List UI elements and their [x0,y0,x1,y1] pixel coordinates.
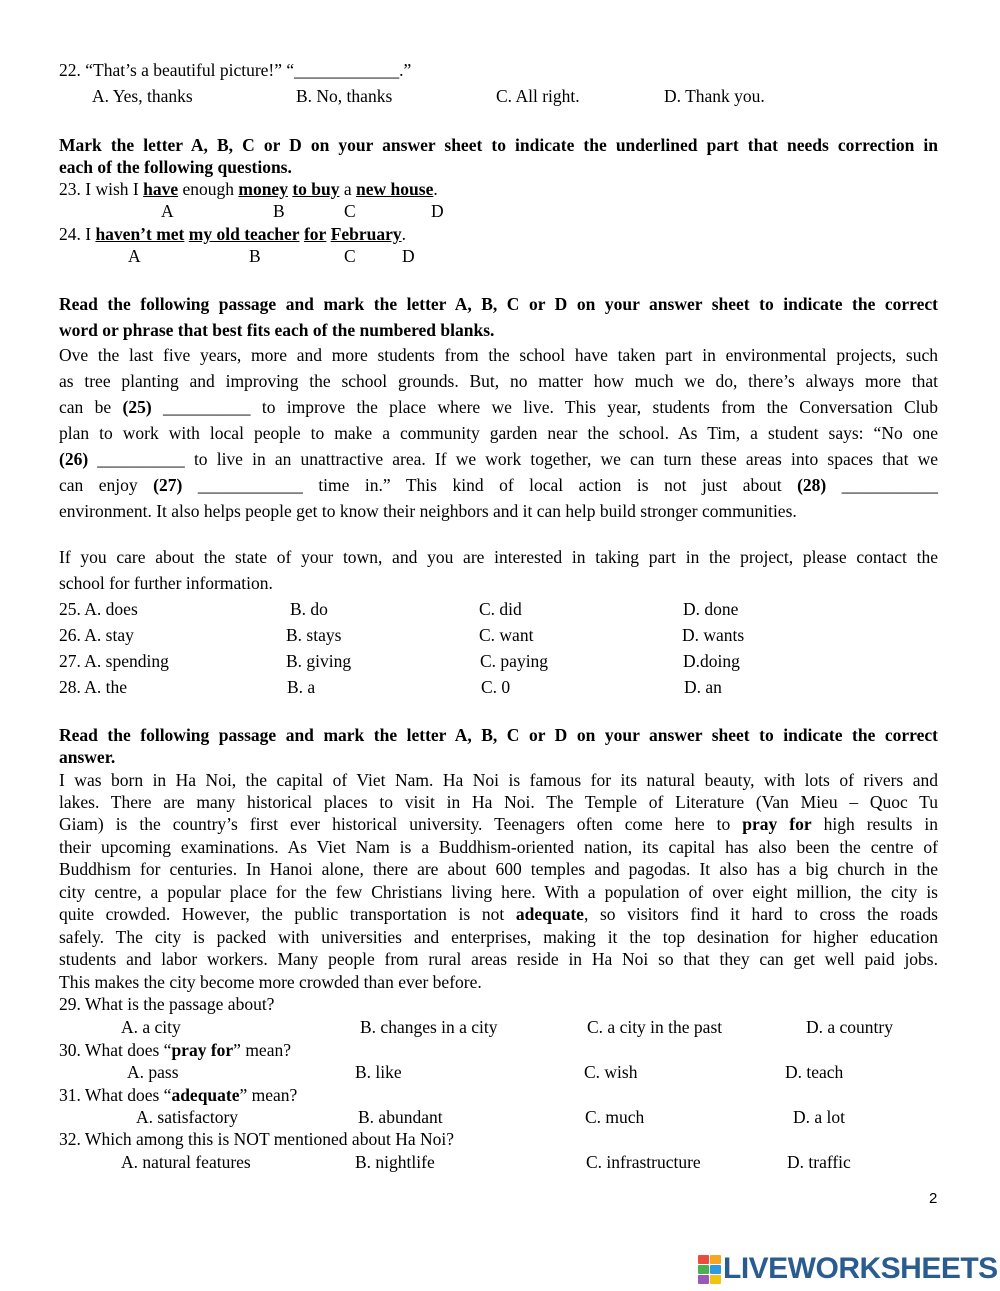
q31-stem-text: 31. What does “ [59,1085,172,1105]
q31-stem-keyword: adequate [171,1085,240,1105]
q29-stem: 29. What is the passage about? [59,994,275,1014]
q22-option-a[interactable]: A. Yes, thanks [92,86,193,106]
logo-icon-block [710,1275,721,1284]
reading-section-instruction-line1: Read the following passage and mark the letter A, B, C or D on your answer sheet to indicate the correct [59,725,938,745]
q24-number: 24. I [59,224,96,244]
q32-stem: 32. Which among this is NOT mentioned about Ha Noi? [59,1129,454,1149]
q30-option-c[interactable]: C. wish [584,1062,638,1082]
q32-option-a[interactable]: A. natural features [121,1152,251,1172]
q22-option-c[interactable]: C. All right. [496,86,580,106]
q30-option-b[interactable]: B. like [355,1062,402,1082]
reading-line-9: students and labor workers. Many people from rural areas reside in Ha Noi so that they can get well paid jobs. [59,949,938,969]
q30-option-d[interactable]: D. teach [785,1062,844,1082]
reading-line-4: their upcoming examinations. As Viet Nam is a Buddhism-oriented nation, its capital has also been the centre of [59,837,938,857]
cloze-text: can enjoy [59,475,154,495]
q24-part-b[interactable]: my old teacher [188,224,300,244]
q29-option-d[interactable]: D. a country [806,1017,893,1037]
cloze-section-instruction-line2: word or phrase that best fits each of the numbered blanks. [59,320,495,340]
q28-option-a[interactable]: 28. A. the [59,677,128,697]
cloze-text: ___________ [826,475,939,495]
q26-option-a[interactable]: 26. A. stay [59,625,134,645]
reading-text: , so visitors find it hard to cross the roads [583,904,938,924]
logo-icon-block [698,1265,709,1274]
q27-option-b[interactable]: B. giving [286,651,352,671]
q22-option-b[interactable]: B. No, thanks [296,86,393,106]
logo-icon-block [698,1275,709,1284]
q29-option-a[interactable]: A. a city [121,1017,181,1037]
q30-stem-text: ” mean? [233,1040,291,1060]
q23-part-d[interactable]: new house [356,179,434,199]
reading-line-10: This makes the city become more crowded than ever before. [59,972,482,992]
cloze-line-7: environment. It also helps people get to know their neighbors and it can help build stronger communities. [59,501,797,521]
liveworksheets-logo-text: LIVEWORKSHEETS [723,1252,998,1285]
q31-option-b[interactable]: B. abundant [358,1107,443,1127]
q25-option-c[interactable]: C. did [479,599,522,619]
q23-letter-a: A [161,201,174,221]
q31-option-a[interactable]: A. satisfactory [136,1107,239,1127]
q27-option-a[interactable]: 27. A. spending [59,651,169,671]
reading-line-2: lakes. There are many historical places to visit in Ha Noi. The Temple of Literature (Van Mieu – Quoc Tu [59,792,938,812]
q29-option-c[interactable]: C. a city in the past [587,1017,723,1037]
q26-option-c[interactable]: C. want [479,625,534,645]
logo-icon-block [710,1265,721,1274]
liveworksheets-logo-icon [698,1255,720,1283]
blank-27-number: (27) [153,475,183,495]
q26-option-d[interactable]: D. wants [682,625,745,645]
q22-stem: 22. “That’s a beautiful picture!” “____________.” [59,60,412,80]
cloze-line-3 [59,394,938,420]
cloze-line-1: Ove the last five years, more and more students from the school have taken part in environmental projects, such [59,345,938,365]
q28-option-d[interactable]: D. an [684,677,722,697]
reading-line-8: safely. The city is packed with universities and enterprises, making it the top desination for higher education [59,927,938,947]
cloze-section-instruction-line1: Read the following passage and mark the letter A, B, C or D on your answer sheet to indicate the correct [59,294,938,314]
cloze-line-6 [59,472,938,498]
q32-option-c[interactable]: C. infrastructure [586,1152,701,1172]
reading-text: Giam) is the country’s first ever historical university. Teenagers often come here to [59,814,743,834]
q27-option-d[interactable]: D.doing [683,651,740,671]
error-section-instruction-line1: Mark the letter A, B, C or D on your answer sheet to indicate the underlined part that needs correction in [59,135,938,155]
q30-stem [59,1039,291,1061]
q30-stem-text: 30. What does “ [59,1040,172,1060]
q27-option-c[interactable]: C. paying [480,651,549,671]
q24-letter-d: D [402,246,415,266]
cloze-text: can be [59,397,123,417]
q26-option-b[interactable]: B. stays [286,625,342,645]
reading-text: high results in [811,814,938,834]
cloze-p2-line-2: school for further information. [59,573,273,593]
logo-icon-block [710,1255,721,1264]
blank-25-number: (25) [122,397,152,417]
q30-option-a[interactable]: A. pass [127,1062,179,1082]
reading-line-7 [59,903,938,925]
reading-line-5: Buddhism for centuries. In Hanoi alone, there are about 600 temples and pagodas. It also has a big church in the [59,859,938,879]
q25-option-d[interactable]: D. done [683,599,739,619]
cloze-text: ____________ time in.” This kind of local action is not just about [182,475,798,495]
q23-part-c[interactable]: to buy [292,179,340,199]
q24-part-d[interactable]: February [330,224,402,244]
reading-section-instruction-line2: answer. [59,747,116,767]
q23-text: a [339,179,357,199]
q22-option-d[interactable]: D. Thank you. [664,86,765,106]
error-section-instruction-line2: each of the following questions. [59,157,292,177]
cloze-line-5 [59,446,938,472]
liveworksheets-logo[interactable] [698,1252,998,1286]
reading-keyword-adequate: adequate [515,904,584,924]
q23-part-a[interactable]: have [143,179,179,199]
blank-26-number: (26) [59,449,89,469]
q31-option-c[interactable]: C. much [585,1107,645,1127]
q23-part-b[interactable]: money [238,179,288,199]
q25-option-b[interactable]: B. do [290,599,328,619]
cloze-line-2: as tree planting and improving the school grounds. But, no matter how much we do, there’s always more that [59,371,938,391]
q31-stem-text: ” mean? [239,1085,298,1105]
q31-option-d[interactable]: D. a lot [793,1107,846,1127]
q23-letter-c: C [344,201,356,221]
q24-letter-c: C [344,246,356,266]
cloze-line-4: plan to work with local people to make a community garden near the school. As Tim, a student says: “No one [59,423,938,443]
q28-option-b[interactable]: B. a [287,677,316,697]
cloze-p2-line-1: If you care about the state of your town, and you are interested in taking part in the project, please contact the [59,547,938,567]
reading-line-3 [59,813,938,835]
cloze-text: __________ to live in an unattractive area. If we work together, we can turn these areas into spaces that we [88,449,938,469]
q25-option-a[interactable]: 25. A. does [59,599,138,619]
q23-text: . [433,179,438,199]
q23-number: 23. I wish I [59,179,144,199]
blank-28-number: (28) [797,475,827,495]
q32-option-d[interactable]: D. traffic [787,1152,851,1172]
q24-letter-b: B [249,246,261,266]
reading-text: quite crowded. However, the public transportation is not [59,904,516,924]
q23-sentence [59,178,438,200]
q23-letter-d: D [431,201,444,221]
q30-stem-keyword: pray for [171,1040,234,1060]
q24-part-a[interactable]: haven’t met [95,224,185,244]
q29-option-b[interactable]: B. changes in a city [360,1017,498,1037]
q23-text: enough [178,179,239,199]
cloze-text: __________ to improve the place where we live. This year, students from the Conversation Club [151,397,938,417]
q23-letter-b: B [273,201,285,221]
q24-letter-a: A [128,246,141,266]
q28-option-c[interactable]: C. 0 [481,677,511,697]
page-number: 2 [929,1190,938,1207]
q24-text: . [401,224,407,244]
q31-stem [59,1084,297,1106]
q24-sentence [59,223,406,245]
reading-line-6: city centre, a popular place for the few Christians living here. With a population of over eight million, the city is [59,882,938,902]
q24-part-c[interactable]: for [303,224,327,244]
logo-icon-block [698,1255,709,1264]
reading-keyword-pray-for: pray for [742,814,812,834]
reading-line-1: I was born in Ha Noi, the capital of Viet Nam. Ha Noi is famous for its natural beauty, with lots of rivers and [59,770,938,790]
q32-option-b[interactable]: B. nightlife [355,1152,435,1172]
